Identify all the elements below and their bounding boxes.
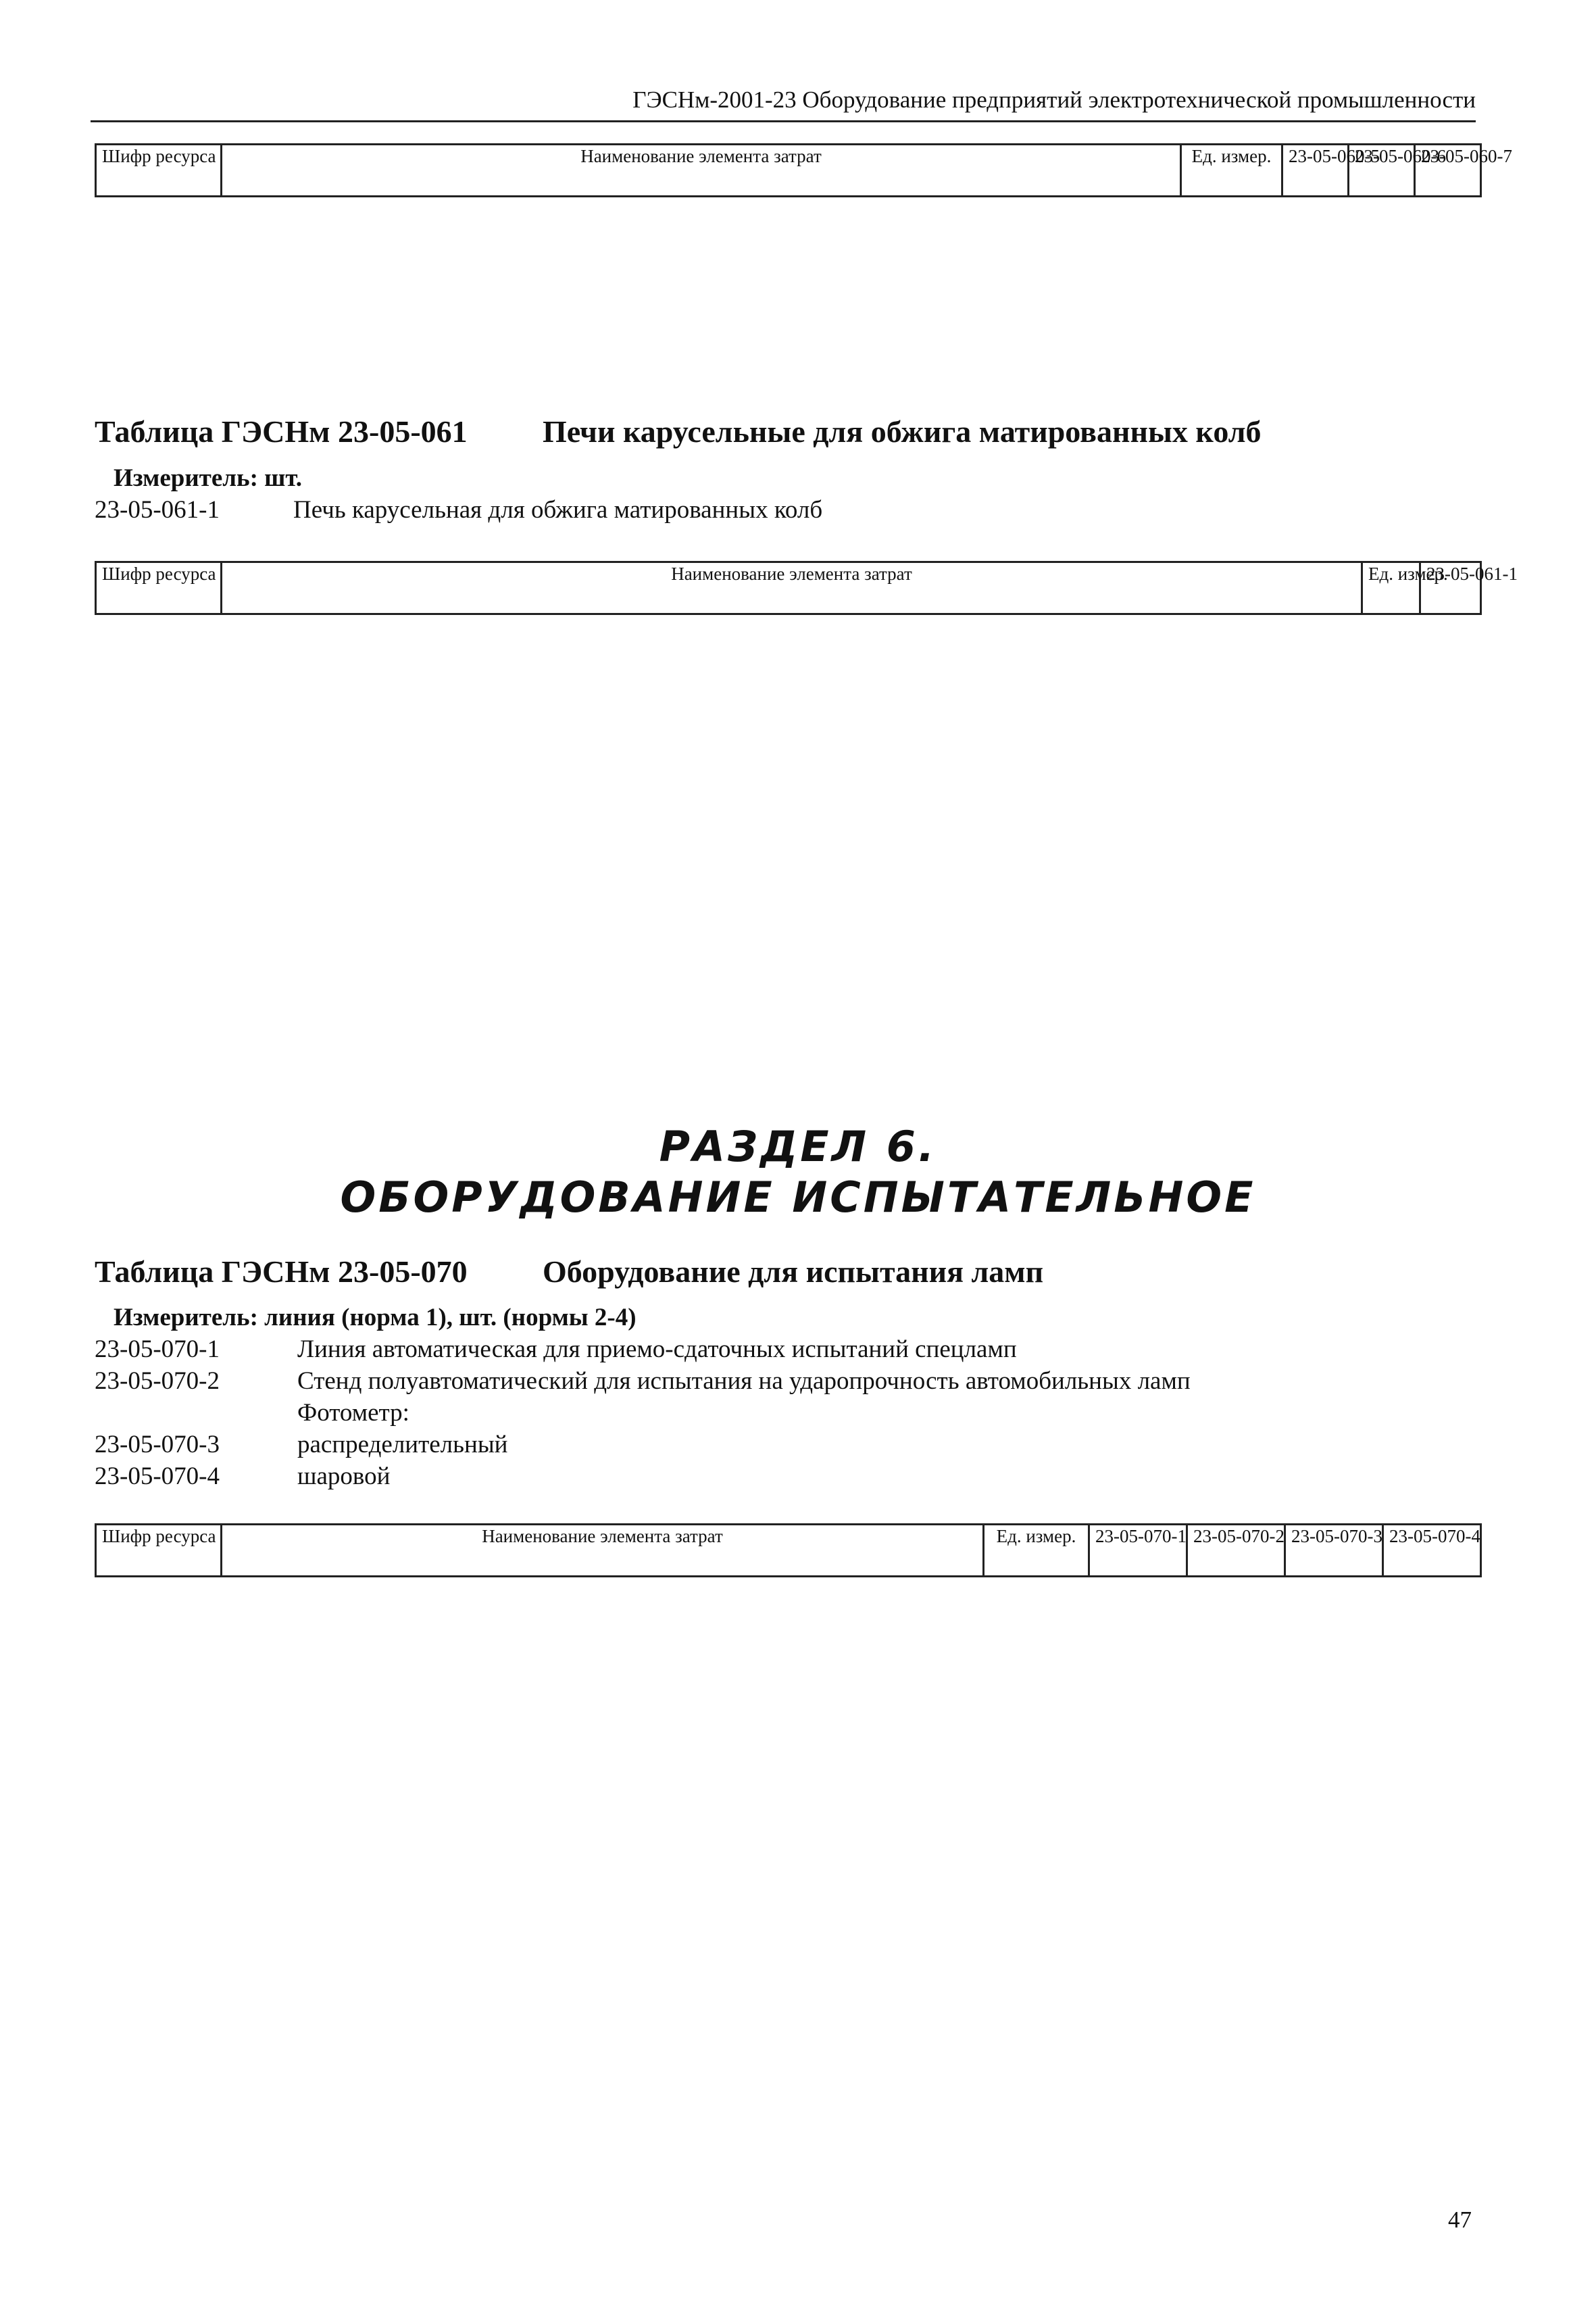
col-header-name: Наименование элемента затрат: [222, 145, 1181, 197]
col-header-norm: 23-05-070-3: [1285, 1525, 1383, 1577]
col-header-unit: Ед. измер.: [1362, 562, 1420, 614]
norm-list-subheading: Фотометр:: [297, 1399, 409, 1427]
norm-code: 23-05-070-2: [95, 1367, 220, 1395]
norm-name: шаровой: [297, 1462, 391, 1490]
norm-list-item: [95, 495, 822, 524]
norm-name: распределительный: [297, 1431, 508, 1458]
page-number: 47: [1448, 2207, 1472, 2233]
norm-code: 23-05-070-1: [95, 1335, 220, 1363]
norm-code: 23-05-061-1: [95, 496, 220, 524]
col-header-norm: 23-05-070-2: [1187, 1525, 1285, 1577]
norm-list-item: [95, 1367, 1191, 1396]
table-meter: Измеритель: линия (норма 1), шт. (нормы 2-4): [114, 1304, 637, 1331]
col-header-code: Шифр ресурса: [96, 1525, 222, 1577]
table-header-row: [96, 145, 1481, 197]
col-header-unit: Ед. измер.: [1181, 145, 1282, 197]
norm-name: Линия автоматическая для приемо-сдаточных испытаний спецламп: [297, 1335, 1017, 1363]
col-header-name: Наименование элемента затрат: [222, 1525, 984, 1577]
col-header-unit: Ед. измер.: [984, 1525, 1089, 1577]
section-heading-number: РАЗДЕЛ 6.: [659, 1122, 937, 1171]
col-header-name: Наименование элемента затрат: [222, 562, 1362, 614]
norm-list-item: [95, 1335, 1017, 1364]
col-header-norm: 23-05-070-1: [1089, 1525, 1187, 1577]
col-header-code: Шифр ресурса: [96, 145, 222, 197]
table-header-row: [96, 562, 1481, 614]
norm-code: 23-05-070-3: [95, 1431, 220, 1458]
norm-list-item: [95, 1430, 507, 1459]
norm-name: Стенд полуавтоматический для испытания на ударопрочность автомобильных ламп: [297, 1367, 1191, 1395]
col-header-norm: 23-05-060-7: [1415, 145, 1481, 197]
table-title: [95, 1254, 1043, 1289]
section-heading-title: ОБОРУДОВАНИЕ ИСПЫТАТЕЛЬНОЕ: [340, 1173, 1256, 1222]
table-title-name: Печи карусельные для обжига матированных колб: [543, 414, 1262, 449]
col-header-norm: 23-05-070-4: [1383, 1525, 1481, 1577]
table-23-05-070: [95, 1523, 1482, 1577]
col-header-norm: 23-05-060-6: [1349, 145, 1415, 197]
table-meter: Измеритель: шт.: [114, 464, 303, 492]
col-header-norm: 23-05-061-1: [1420, 562, 1481, 614]
col-header-code: Шифр ресурса: [96, 562, 222, 614]
table-23-05-061: [95, 561, 1518, 615]
norm-name: Печь карусельная для обжига матированных колб: [293, 496, 823, 524]
table-title-code: Таблица ГЭСНм 23-05-070: [95, 1254, 468, 1289]
col-header-norm: 23-05-060-5: [1282, 145, 1349, 197]
table-title-code: Таблица ГЭСНм 23-05-061: [95, 414, 468, 449]
table-title: [95, 414, 1262, 449]
norm-list-item: [95, 1462, 390, 1491]
norm-code: 23-05-070-4: [95, 1462, 220, 1490]
table-title-name: Оборудование для испытания ламп: [543, 1254, 1044, 1289]
table-23-05-060-continuation: [95, 143, 1512, 197]
running-header: ГЭСНм-2001-23 Оборудование предприятий электротехнической промышленности: [91, 87, 1476, 122]
table-header-row: [96, 1525, 1481, 1577]
